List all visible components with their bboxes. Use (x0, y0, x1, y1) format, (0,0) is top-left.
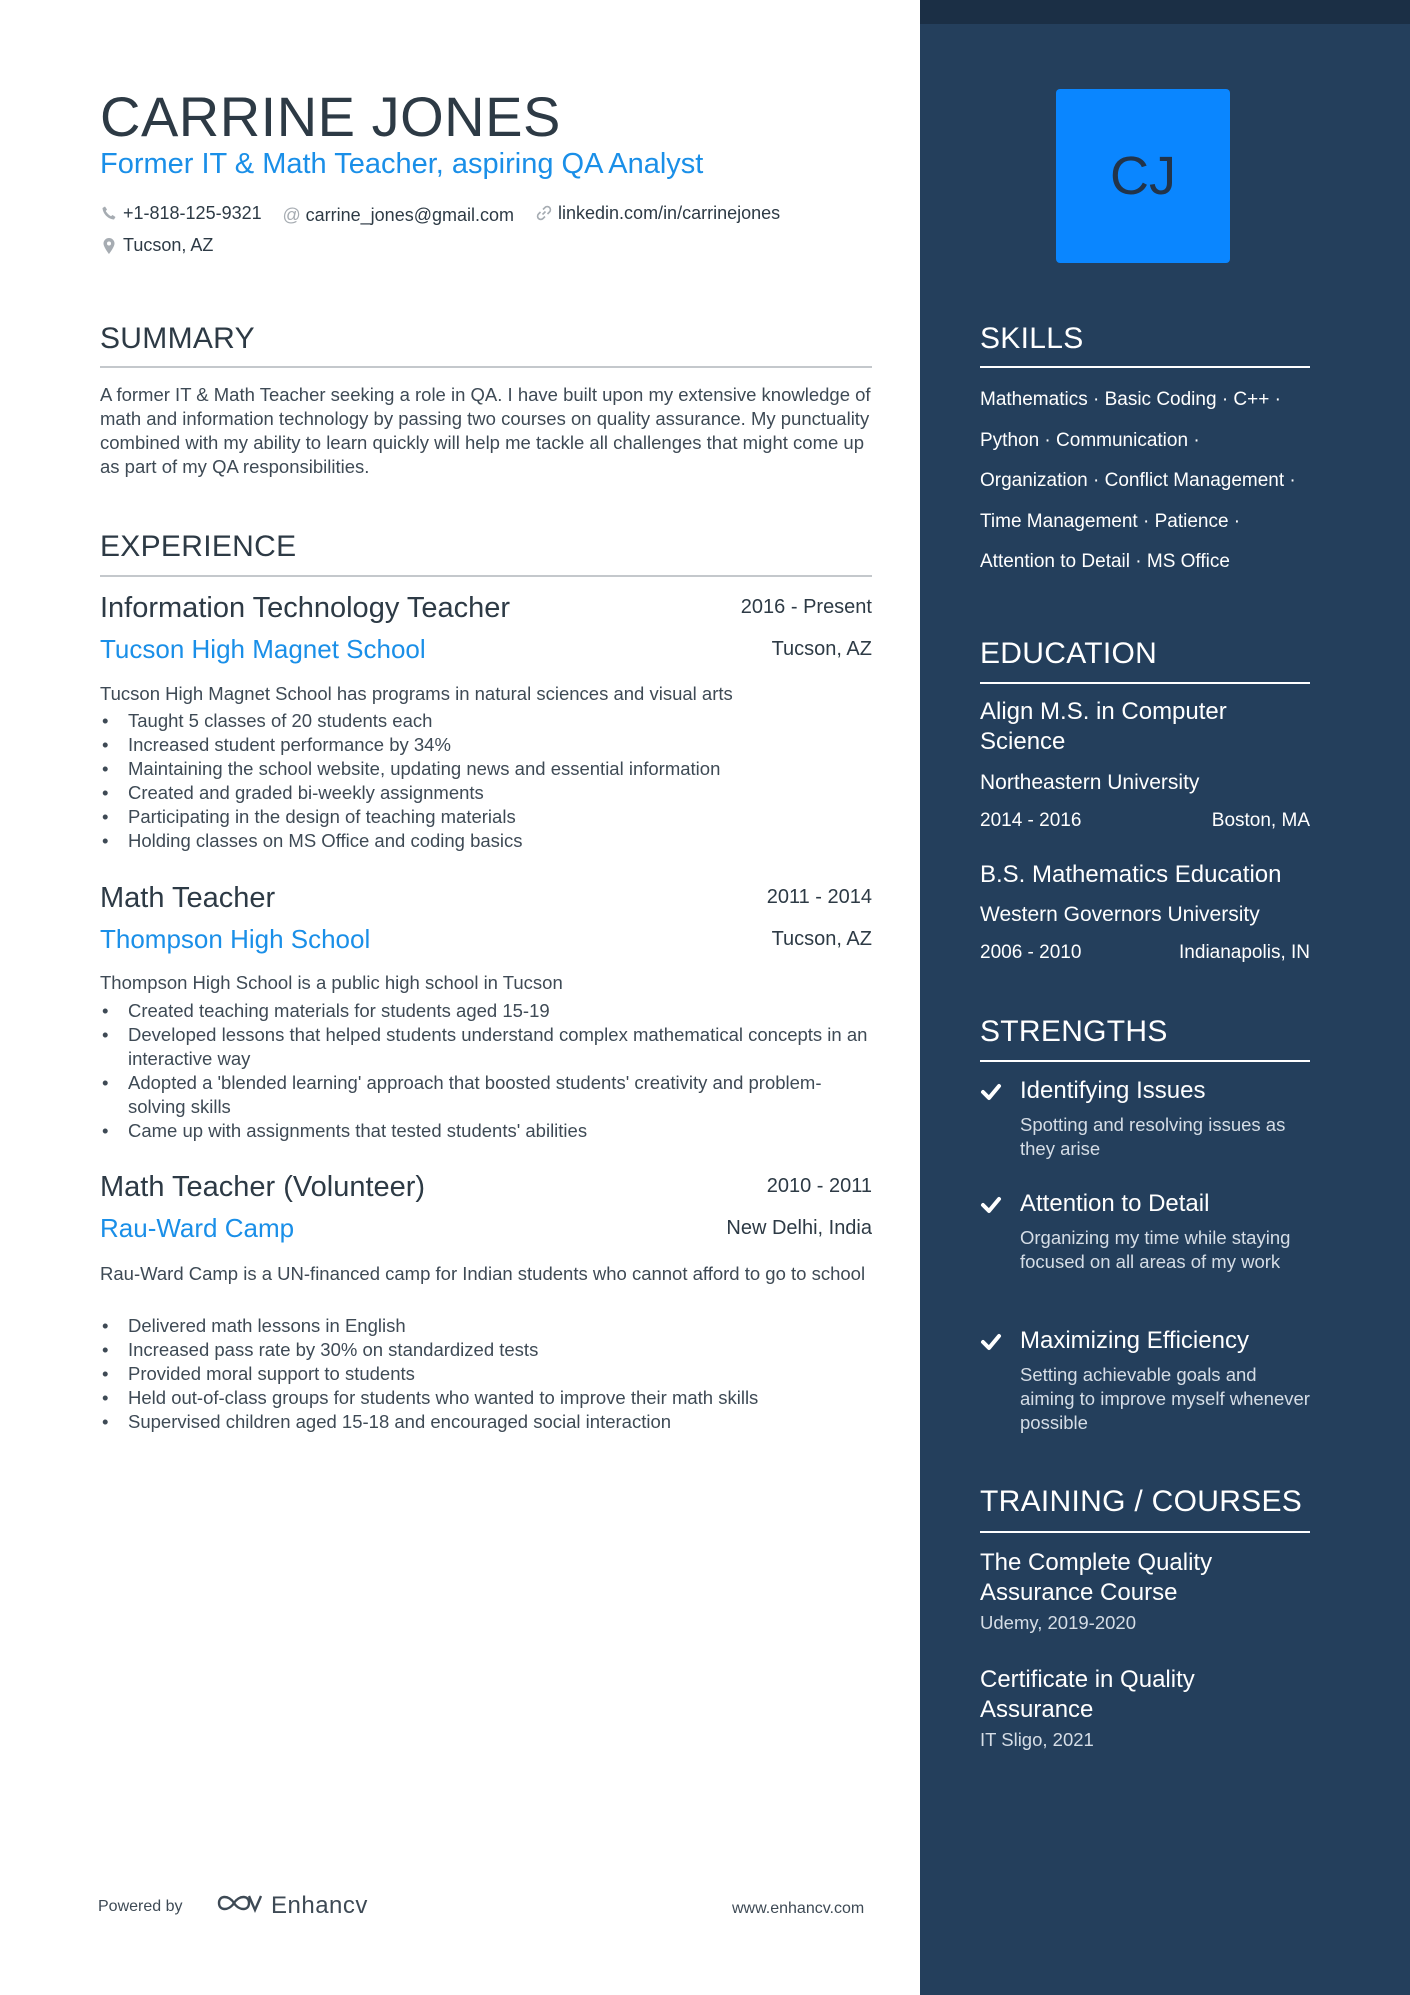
location-pin-icon (100, 237, 118, 255)
contact-location (100, 235, 213, 257)
summary-heading: SUMMARY (100, 322, 255, 355)
course-title: The Complete Quality Assurance Course (980, 1549, 1213, 1606)
job-bullets (100, 999, 872, 1143)
strength-title: Identifying Issues (1020, 1077, 1206, 1104)
education-divider (980, 682, 1310, 684)
strength-description: Organizing my time while staying focused on all areas of my work (1020, 1227, 1291, 1272)
list-item: • Increased student performance by 34% (100, 733, 872, 757)
footer-powered-by: Powered by (98, 1898, 183, 1915)
strength-title: Attention to Detail (1020, 1190, 1210, 1217)
checkmark-icon (980, 1081, 1004, 1105)
list-item: • Maintaining the school website, updating news and essential information (100, 757, 872, 781)
job-date: 2016 - Present (740, 596, 872, 618)
job-company[interactable]: Rau-Ward Camp (100, 1213, 295, 1243)
education-school: Northeastern University (980, 771, 1200, 794)
list-item: • Supervised children aged 15-18 and encouraged social interaction (100, 1410, 872, 1434)
list-item: • Participating in the design of teaching materials (100, 805, 872, 829)
footer-logo[interactable] (215, 1890, 368, 1921)
summary-divider (100, 366, 872, 368)
list-item: • Created teaching materials for students aged 15-19 (100, 999, 872, 1023)
job-description: Rau-Ward Camp is a UN-financed camp for Indian students who cannot afford to go to school (100, 1263, 866, 1284)
job-bullets (100, 709, 872, 853)
list-item: • Developed lessons that helped students understand complex mathematical concepts in an interactive way (100, 1023, 872, 1071)
list-item: • Adopted a 'blended learning' approach that boosted students' creativity and problem-solving skills (100, 1071, 872, 1119)
job-company[interactable]: Tucson High Magnet School (100, 634, 426, 664)
course-item (980, 1548, 1310, 1634)
education-location: Boston, MA (1211, 810, 1310, 831)
skills-line: Attention to Detail · MS Office (980, 551, 1230, 572)
education-degree: B.S. Mathematics Education (980, 861, 1282, 888)
skills-divider (980, 366, 1310, 368)
job-date: 2010 - 2011 (766, 1175, 872, 1197)
job-description: Thompson High School is a public high school in Tucson (100, 972, 563, 993)
job-location: New Delhi, India (726, 1217, 872, 1239)
course-title: Certificate in Quality Assurance (980, 1666, 1195, 1723)
strength-description: Setting achievable goals and aiming to improve myself whenever possible (1020, 1364, 1310, 1433)
education-school: Western Governors University (980, 903, 1260, 926)
course-item (980, 1665, 1310, 1751)
list-item: • Holding classes on MS Office and coding basics (100, 829, 872, 853)
list-item: • Delivered math lessons in English (100, 1314, 872, 1338)
contact-info (100, 202, 890, 265)
checkmark-icon (980, 1194, 1004, 1218)
list-item: • Held out-of-class groups for students who wanted to improve their math skills (100, 1386, 872, 1410)
education-heading: EDUCATION (980, 637, 1158, 670)
list-item: • Created and graded bi-weekly assignments (100, 781, 872, 805)
job-title: Math Teacher (Volunteer) (100, 1171, 426, 1203)
job-title: Math Teacher (100, 882, 276, 914)
list-item: • Came up with assignments that tested students' abilities (100, 1119, 872, 1143)
contact-email[interactable] (283, 205, 514, 227)
job-bullets (100, 1314, 872, 1434)
strength-title: Maximizing Efficiency (1020, 1327, 1249, 1354)
location-text: Tucson, AZ (123, 235, 214, 255)
checkmark-icon (980, 1331, 1004, 1355)
contact-linkedin[interactable] (535, 202, 780, 224)
job-location: Tucson, AZ (771, 638, 872, 660)
skills-line: Organization · Conflict Management · (980, 470, 1296, 491)
phone-number: +1-818-125-9321 (123, 202, 262, 223)
job-company[interactable]: Thompson High School (100, 924, 371, 954)
job-entry (100, 592, 872, 862)
linkedin-url: linkedin.com/in/carrinejones (558, 202, 781, 223)
education-location: Indianapolis, IN (1179, 942, 1310, 963)
link-icon (535, 204, 553, 222)
strength-description: Spotting and resolving issues as they arise (1020, 1114, 1286, 1159)
footer-url[interactable]: www.enhancv.com (732, 1900, 865, 1917)
job-location: Tucson, AZ (771, 928, 872, 950)
candidate-headline: Former IT & Math Teacher, aspiring QA Analyst (100, 148, 704, 180)
job-entry (100, 1171, 872, 1441)
list-item: • Provided moral support to students (100, 1362, 872, 1386)
phone-icon (100, 204, 118, 222)
course-provider: IT Sligo, 2021 (980, 1729, 1094, 1750)
skills-line: Python · Communication · (980, 429, 1200, 451)
enhancv-logo-icon (215, 1890, 263, 1921)
experience-heading: EXPERIENCE (100, 530, 297, 563)
job-title: Information Technology Teacher (100, 592, 511, 624)
footer-brand: Enhancv (271, 1891, 368, 1919)
education-years: 2014 - 2016 (980, 810, 1082, 831)
at-icon: @ (282, 205, 301, 225)
skills-heading: SKILLS (980, 322, 1084, 355)
strengths-heading: STRENGTHS (980, 1015, 1168, 1048)
avatar (1056, 89, 1230, 263)
training-divider (980, 1531, 1310, 1533)
sidebar-top-bar (920, 0, 1410, 24)
course-provider: Udemy, 2019-2020 (980, 1612, 1136, 1633)
email-address: carrine_jones@gmail.com (305, 205, 514, 225)
skills-list (980, 380, 1320, 583)
contact-phone[interactable] (100, 202, 262, 224)
job-description: Tucson High Magnet School has programs in natural sciences and visual arts (100, 683, 733, 704)
list-item: • Increased pass rate by 30% on standardized tests (100, 1338, 872, 1362)
strengths-divider (980, 1060, 1310, 1062)
summary-text: A former IT & Math Teacher seeking a role in QA. I have built upon my extensive knowledge of math and information technology by passing two courses on quality assurance. My punctuality combined with my ability to learn quickly will help me tackle all challenges that might come up as part of my QA responsibilities. (100, 384, 871, 477)
education-degree: Align M.S. in Computer Science (980, 698, 1227, 755)
job-date: 2011 - 2014 (766, 886, 872, 908)
experience-divider (100, 575, 872, 577)
skills-line: Mathematics · Basic Coding · C++ · (980, 389, 1281, 410)
list-item: • Taught 5 classes of 20 students each (100, 709, 872, 733)
job-entry (100, 882, 872, 1152)
education-years: 2006 - 2010 (980, 942, 1082, 963)
training-heading: TRAINING / COURSES (980, 1485, 1303, 1518)
candidate-name: CARRINE JONES (100, 85, 561, 148)
skills-line: Time Management · Patience · (980, 510, 1241, 532)
avatar-initials: CJ (1110, 146, 1176, 206)
